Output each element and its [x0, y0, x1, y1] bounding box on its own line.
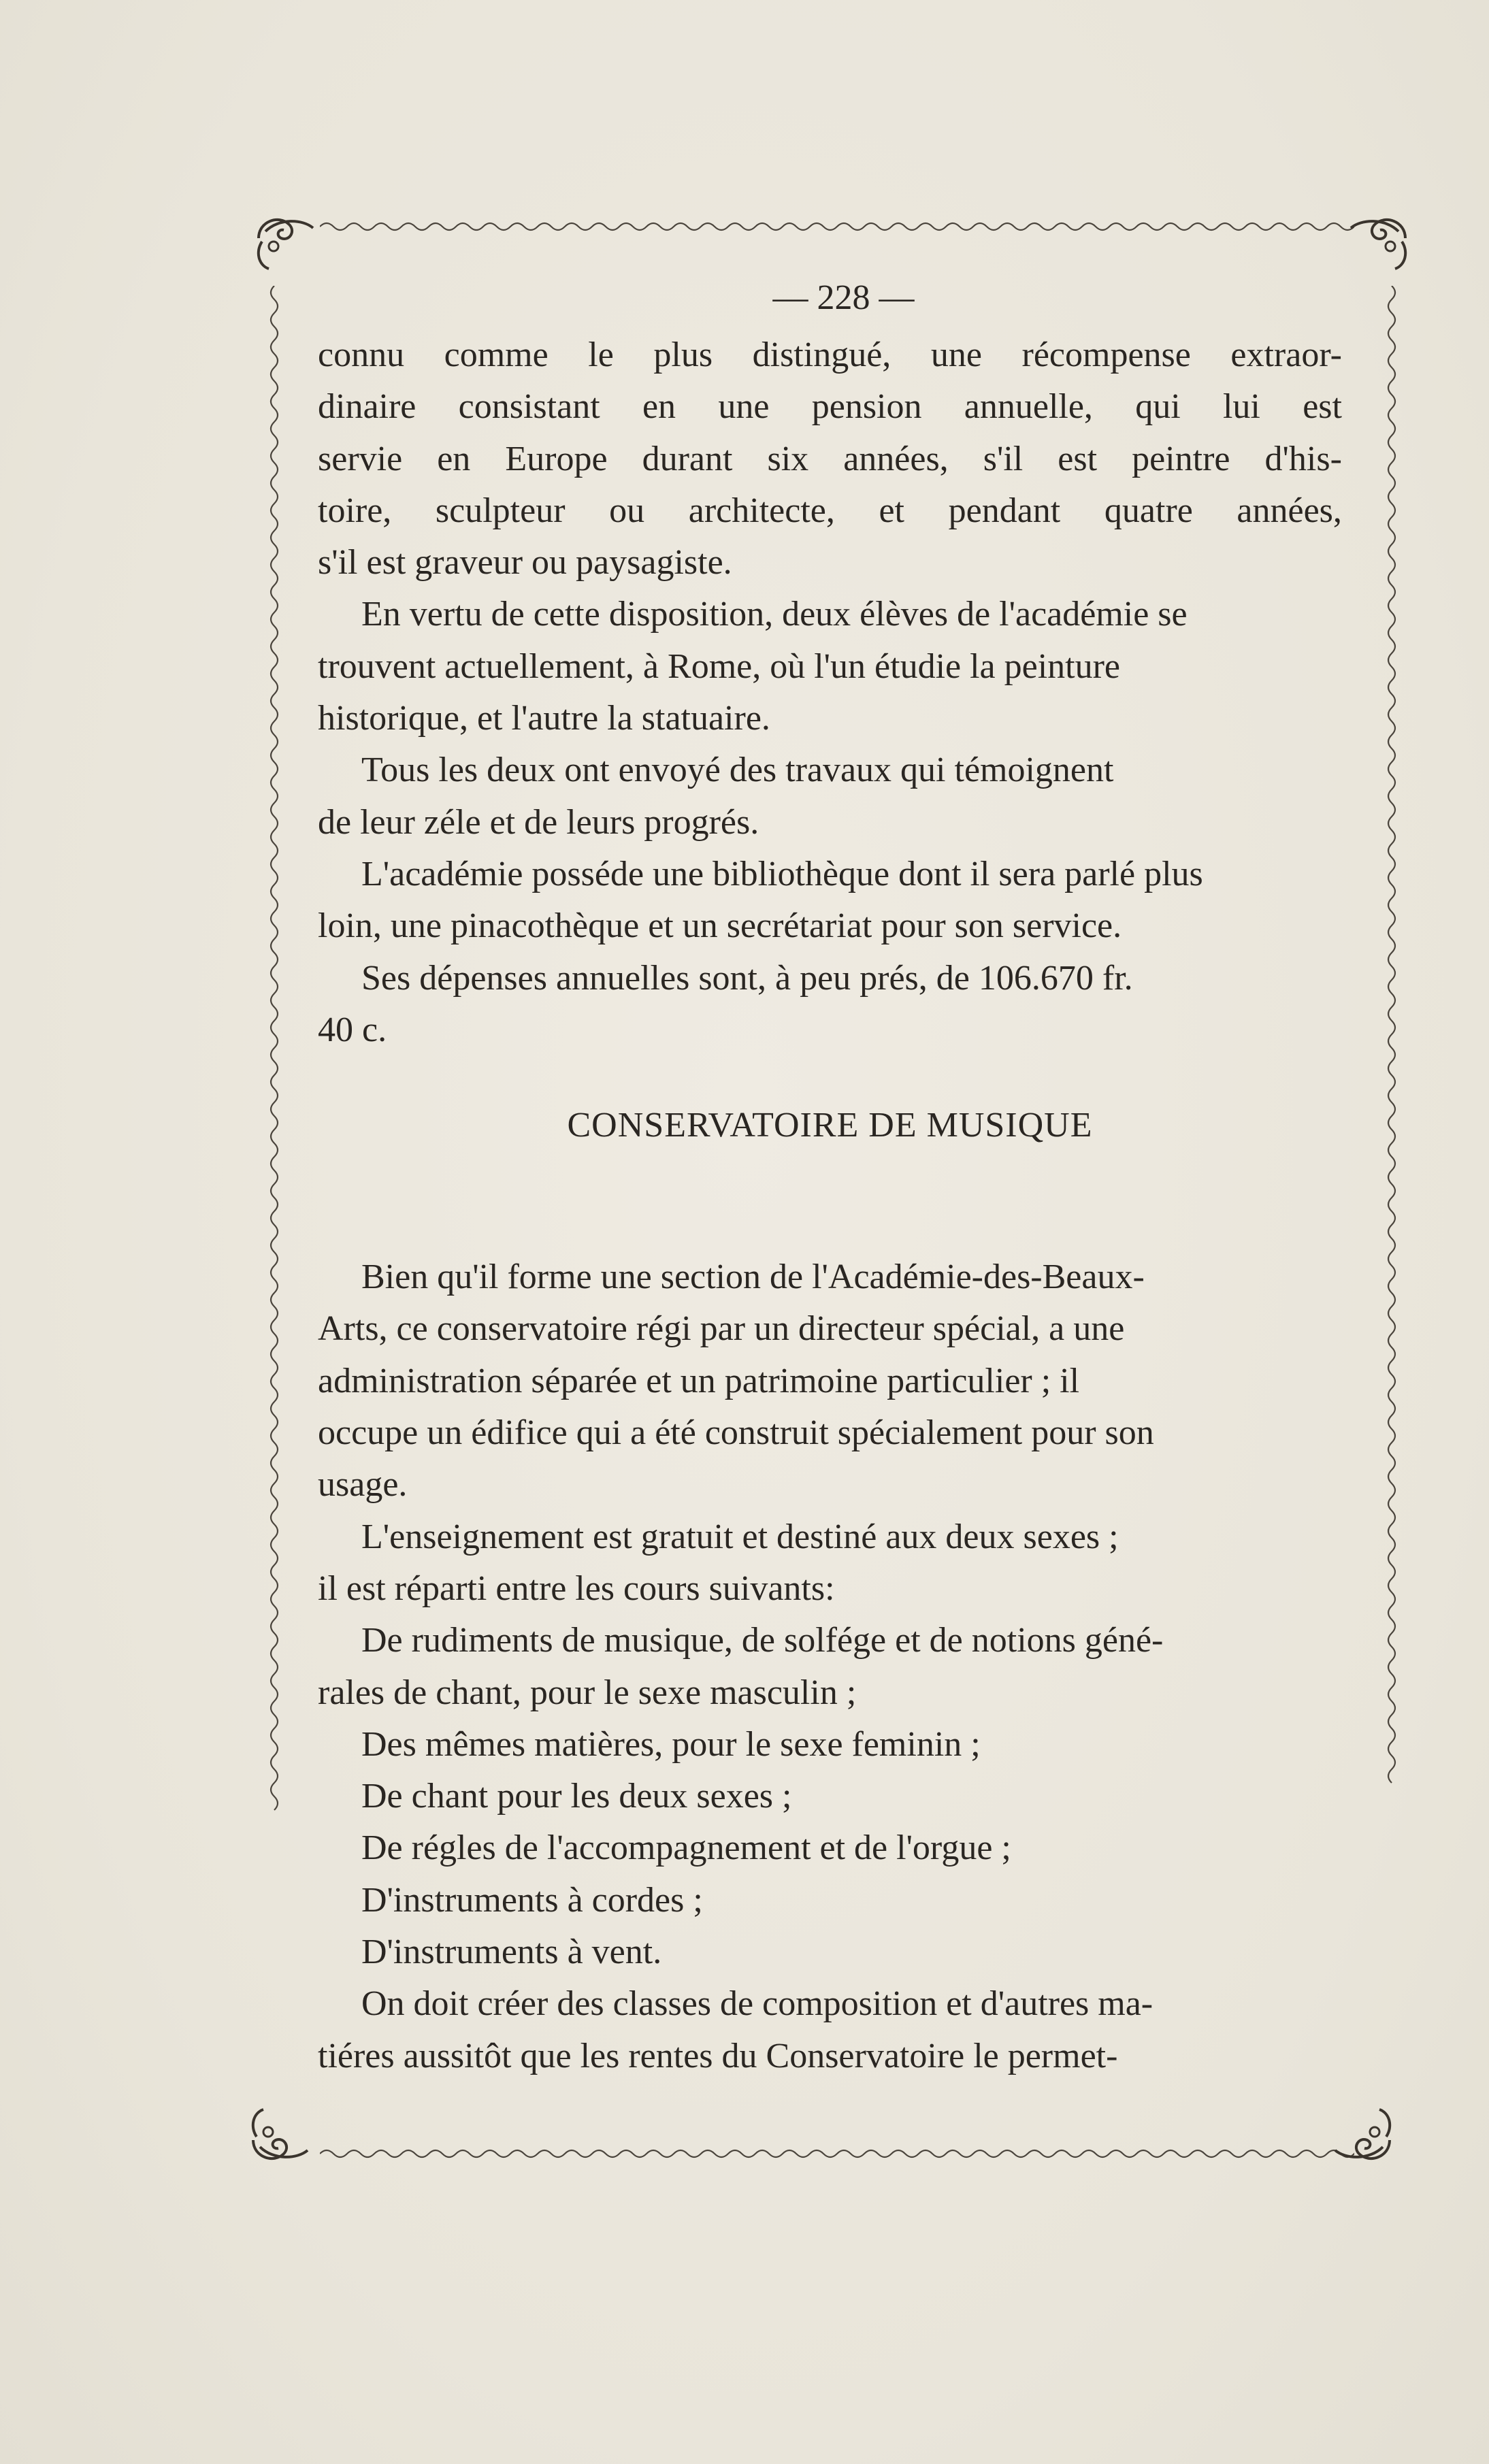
list-item: De chant pour les deux sexes ;: [361, 1777, 792, 1816]
right-border-ornament: [1381, 286, 1402, 2089]
text-line: connu comme le plus distingué, une récompense extraor-: [318, 335, 1342, 374]
text-line: trouvent actuellement, à Rome, où l'un étudie la peinture: [318, 646, 1120, 686]
text-line: Tous les deux ont envoyé des travaux qui témoignent: [361, 751, 1114, 790]
bottom-border-ornament: [320, 2143, 1354, 2164]
text-line: servie en Europe durant six années, s'il est peintre d'his-: [318, 439, 1342, 478]
text-line: On doit créer des classes de composition et d'autres ma-: [361, 1984, 1153, 2024]
text-line: L'enseignement est gratuit et destiné aux deux sexes ;: [361, 1517, 1119, 1556]
paragraph-students-rome: [318, 589, 1342, 744]
list-item: De régles de l'accompagnement et de l'orgue ;: [361, 1828, 1011, 1868]
left-border-ornament: [264, 286, 284, 2089]
text-line: dinaire consistant en une pension annuelle, qui lui est: [318, 387, 1342, 427]
text-line: De rudiments de musique, de solfége et de notions géné-: [361, 1621, 1164, 1660]
text-line: il est réparti entre les cours suivants:: [318, 1568, 835, 1608]
course-list: [318, 1719, 1342, 1978]
text-line: toire, sculpteur ou architecte, et pendant quatre années,: [318, 491, 1342, 530]
text-line: loin, une pinacothèque et un secrétariat pour son service.: [318, 906, 1122, 946]
paragraph-teaching: [318, 1511, 1342, 1615]
paragraph-rudiments: [318, 1615, 1342, 1719]
list-item: D'instruments à vent.: [361, 1933, 662, 1972]
text-line: Arts, ce conservatoire régi par un directeur spécial, a une: [318, 1309, 1125, 1349]
paragraph-expenses: [318, 953, 1342, 1057]
paragraph-future-classes: [318, 1978, 1342, 2082]
corner-flourish-icon: [245, 204, 320, 279]
text-line: tiéres aussitôt que les rentes du Conservatoire le permet-: [318, 2036, 1118, 2075]
section-heading: CONSERVATOIRE DE MUSIQUE: [567, 1106, 1093, 1145]
text-line: administration séparée et un patrimoine particulier ; il: [318, 1361, 1080, 1400]
text-line: Bien qu'il forme une section de l'Académie-des-Beaux-: [361, 1258, 1145, 1297]
corner-flourish-icon: [1328, 2099, 1403, 2174]
text-line: historique, et l'autre la statuaire.: [318, 699, 770, 738]
page-number: — 228 —: [772, 278, 915, 317]
text-line: s'il est graveur ou paysagiste.: [318, 543, 732, 582]
text-line: de leur zéle et de leurs progrés.: [318, 802, 759, 842]
corner-flourish-icon: [240, 2099, 314, 2174]
text-line: Ses dépenses annuelles sont, à peu prés, de 106.670 fr.: [361, 958, 1133, 998]
paragraph-works-sent: [318, 744, 1342, 849]
corner-flourish-icon: [1344, 204, 1419, 279]
list-item: D'instruments à cordes ;: [361, 1880, 703, 1920]
paragraph-library: [318, 849, 1342, 953]
paragraph-academy-pension: [318, 329, 1342, 589]
top-border-ornament: [320, 216, 1354, 237]
text-line: usage.: [318, 1465, 408, 1505]
text-line: L'académie posséde une bibliothèque dont il sera parlé plus: [361, 854, 1203, 893]
page-text: [318, 267, 1342, 2082]
list-item: Des mêmes matières, pour le sexe feminin ;: [361, 1724, 981, 1764]
text-line: En vertu de cette disposition, deux élèves de l'académie se: [361, 595, 1188, 634]
paragraph-conservatory-intro: [318, 1251, 1342, 1511]
text-line: 40 c.: [318, 1010, 387, 1049]
text-line: occupe un édifice qui a été construit spécialement pour son: [318, 1413, 1154, 1453]
text-line: rales de chant, pour le sexe masculin ;: [318, 1673, 857, 1712]
